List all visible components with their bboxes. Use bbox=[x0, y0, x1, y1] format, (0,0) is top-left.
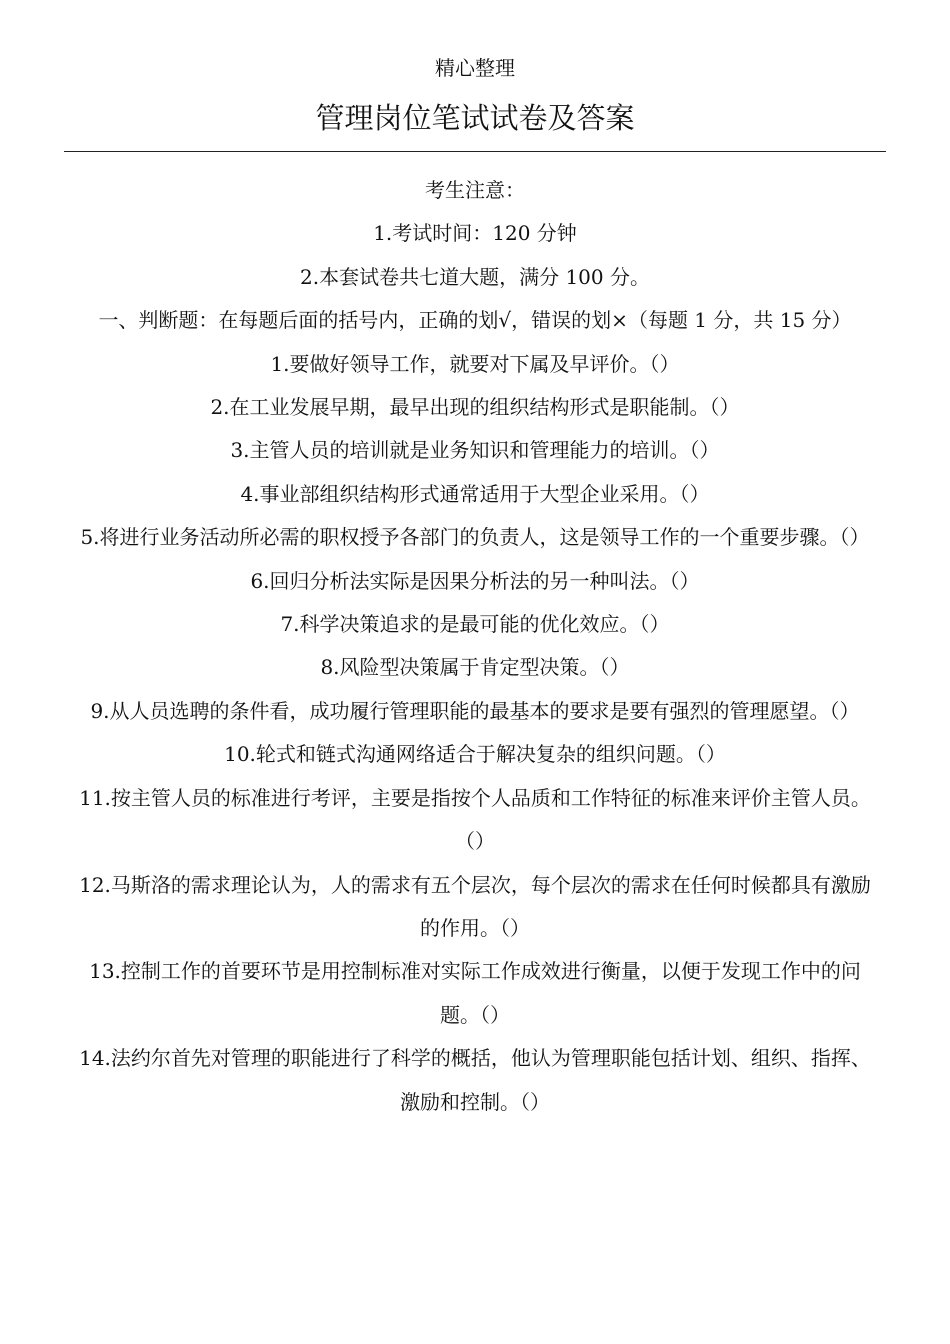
question-item: 14.法约尔首先对管理的职能进行了科学的概括，他认为管理职能包括计划、组织、指挥、激励和控制。（） bbox=[79, 1046, 871, 1114]
section-heading-judgment: 一、判断题：在每题后面的括号内，正确的划√，错误的划×（每题 1 分，共 15 分） bbox=[98, 308, 852, 333]
question-item: 3.主管人员的培训就是业务知识和管理能力的培训。（） bbox=[230, 438, 720, 463]
question-item: 9.从人员选聘的条件看，成功履行管理职能的最基本的要求是要有强烈的管理愿望。（） bbox=[90, 698, 860, 723]
question-item: 1.要做好领导工作，就要对下属及早评价。（） bbox=[270, 351, 680, 376]
question-item: 11.按主管人员的标准进行考评，主要是指按个人品质和工作特征的标准来评价主管人员。（） bbox=[79, 785, 871, 854]
question-item: 2.在工业发展早期，最早出现的组织结构形式是职能制。（） bbox=[210, 395, 740, 420]
question-item: 12.马斯洛的需求理论认为，人的需求有五个层次，每个层次的需求在任何时候都具有激励的作用。（） bbox=[79, 872, 871, 940]
question-item: 7.科学决策追求的是最可能的优化效应。（） bbox=[280, 612, 670, 637]
notice-item-score: 2.本套试卷共七道大题，满分 100 分。 bbox=[300, 264, 650, 289]
header-note: 精心整理 bbox=[435, 56, 515, 80]
notice-heading: 考生注意： bbox=[425, 178, 525, 202]
question-item: 8.风险型决策属于肯定型决策。（） bbox=[320, 655, 630, 680]
question-item: 10.轮式和链式沟通网络适合于解决复杂的组织问题。（） bbox=[224, 742, 726, 767]
document-body bbox=[72, 169, 878, 1124]
question-item: 13.控制工作的首要环节是用控制标准对实际工作成效进行衡量，以便于发现工作中的问题。（） bbox=[89, 959, 861, 1027]
question-item: 5.将进行业务活动所必需的职权授予各部门的负责人，这是领导工作的一个重要步骤。（） bbox=[80, 525, 870, 550]
question-item: 4.事业部组织结构形式通常适用于大型企业采用。（） bbox=[240, 481, 710, 506]
title-divider bbox=[64, 151, 886, 152]
document-title: 管理岗位笔试试卷及答案 bbox=[315, 101, 635, 135]
notice-item-time: 1.考试时间：120 分钟 bbox=[373, 221, 577, 246]
question-item: 6.回归分析法实际是因果分析法的另一种叫法。（） bbox=[250, 568, 700, 593]
